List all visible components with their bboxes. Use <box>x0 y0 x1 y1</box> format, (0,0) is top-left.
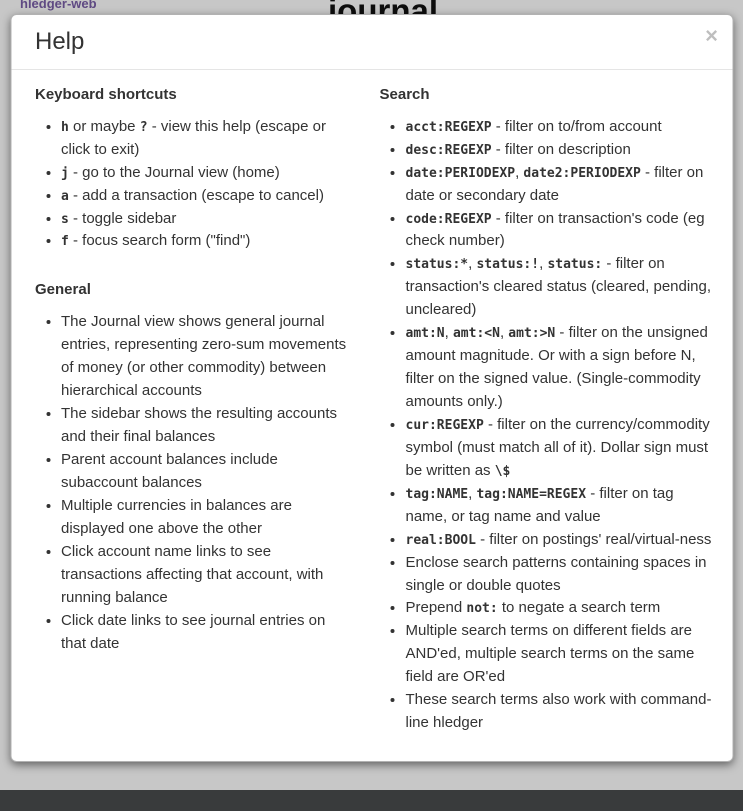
modal-title: Help <box>35 28 85 55</box>
help-list-item: • The Journal view shows general journal entries, representing zero-sum movements of money (or other commodity) between hierarchical accounts <box>61 311 354 403</box>
help-list-item: • cur:REGEXP - filter on the currency/commodity symbol (must match all of it). Dollar sign must be written as \$ <box>406 414 717 483</box>
section-heading: Keyboard shortcuts <box>35 85 177 103</box>
help-right-column <box>372 86 719 735</box>
code-span: acct:REGEXP <box>405 119 492 135</box>
code-span: status:! <box>476 257 540 273</box>
code-span: f <box>61 234 69 250</box>
modal-header <box>11 15 732 70</box>
help-list-item: • date:PERIODEXP, date2:PERIODEXP - filter on date or secondary date <box>406 162 717 208</box>
code-span: s <box>61 211 69 227</box>
help-list <box>35 116 354 254</box>
code-span: date2:PERIODEXP <box>523 165 641 181</box>
help-list-item: • desc:REGEXP - filter on description <box>406 139 717 162</box>
help-list-item: • tag:NAME, tag:NAME=REGEX - filter on tag name, or tag name and value <box>406 483 717 529</box>
code-span: \$ <box>494 463 511 479</box>
section-heading: General <box>35 281 91 299</box>
code-span: h <box>61 119 69 135</box>
help-list-item: • code:REGEXP - filter on transaction's code (eg check number) <box>406 208 717 254</box>
help-list-item: • h or maybe ? - view this help (escape or click to exit) <box>61 116 354 162</box>
help-section <box>380 86 717 735</box>
help-section <box>35 281 354 655</box>
help-list-item: • f - focus search form ("find") <box>61 230 354 253</box>
help-list-item: • a - add a transaction (escape to cancel) <box>61 185 354 208</box>
help-list-item: • j - go to the Journal view (home) <box>61 162 354 185</box>
help-list-item: • These search terms also work with command-line hledger <box>406 689 717 735</box>
close-icon[interactable]: × <box>705 23 718 48</box>
help-list-item: • s - toggle sidebar <box>61 208 354 231</box>
code-span: amt:<N <box>452 326 500 342</box>
help-list-item: • Click date links to see journal entries on that date <box>61 610 354 656</box>
help-list-item: • Multiple currencies in balances are displayed one above the other <box>61 495 354 541</box>
help-list-item: • Parent account balances include subaccount balances <box>61 449 354 495</box>
help-left-column <box>25 86 372 735</box>
help-list-item: • real:BOOL - filter on postings' real/virtual-ness <box>406 529 717 552</box>
code-span: amt:N <box>405 326 445 342</box>
section-heading: Search <box>379 85 430 103</box>
code-span: tag:NAME <box>405 486 469 502</box>
code-span: amt:>N <box>508 326 556 342</box>
code-span: real:BOOL <box>405 532 476 548</box>
help-section <box>35 86 354 254</box>
code-span: code:REGEXP <box>405 211 492 227</box>
code-span: desc:REGEXP <box>405 142 492 158</box>
help-modal <box>10 14 733 762</box>
help-list-item: • Click account name links to see transactions affecting that account, with running balance <box>61 541 354 610</box>
code-span: a <box>61 188 69 204</box>
code-span: j <box>61 165 69 181</box>
help-list-item: • The sidebar shows the resulting accounts and their final balances <box>61 403 354 449</box>
help-list-item: • Multiple search terms on different fields are AND'ed, multiple search terms on the same field are OR'ed <box>406 620 717 689</box>
modal-body <box>11 70 732 761</box>
code-span: cur:REGEXP <box>405 417 484 433</box>
code-span: status:* <box>405 257 469 273</box>
help-list-item: • Prepend not: to negate a search term <box>406 597 717 620</box>
hledger-web-link[interactable]: hledger-web <box>20 0 97 11</box>
code-span: ? <box>139 119 148 135</box>
help-list-item: • Enclose search patterns containing spaces in single or double quotes <box>406 552 717 598</box>
code-span: tag:NAME=REGEX <box>476 486 587 502</box>
help-list <box>35 311 354 655</box>
code-span: date:PERIODEXP <box>405 165 516 181</box>
help-list <box>380 116 717 735</box>
help-list-item: • status:*, status:!, status: - filter on transaction's cleared status (cleared, pending, uncleared) <box>406 253 717 322</box>
help-list-item: • acct:REGEXP - filter on to/from account <box>406 116 717 139</box>
help-list-item: • amt:N, amt:<N, amt:>N - filter on the unsigned amount magnitude. Or with a sign before N, filter on the signed value. (Single-commodity amounts only.) <box>406 322 717 414</box>
code-span: status: <box>547 257 603 273</box>
code-span: not: <box>466 601 498 617</box>
